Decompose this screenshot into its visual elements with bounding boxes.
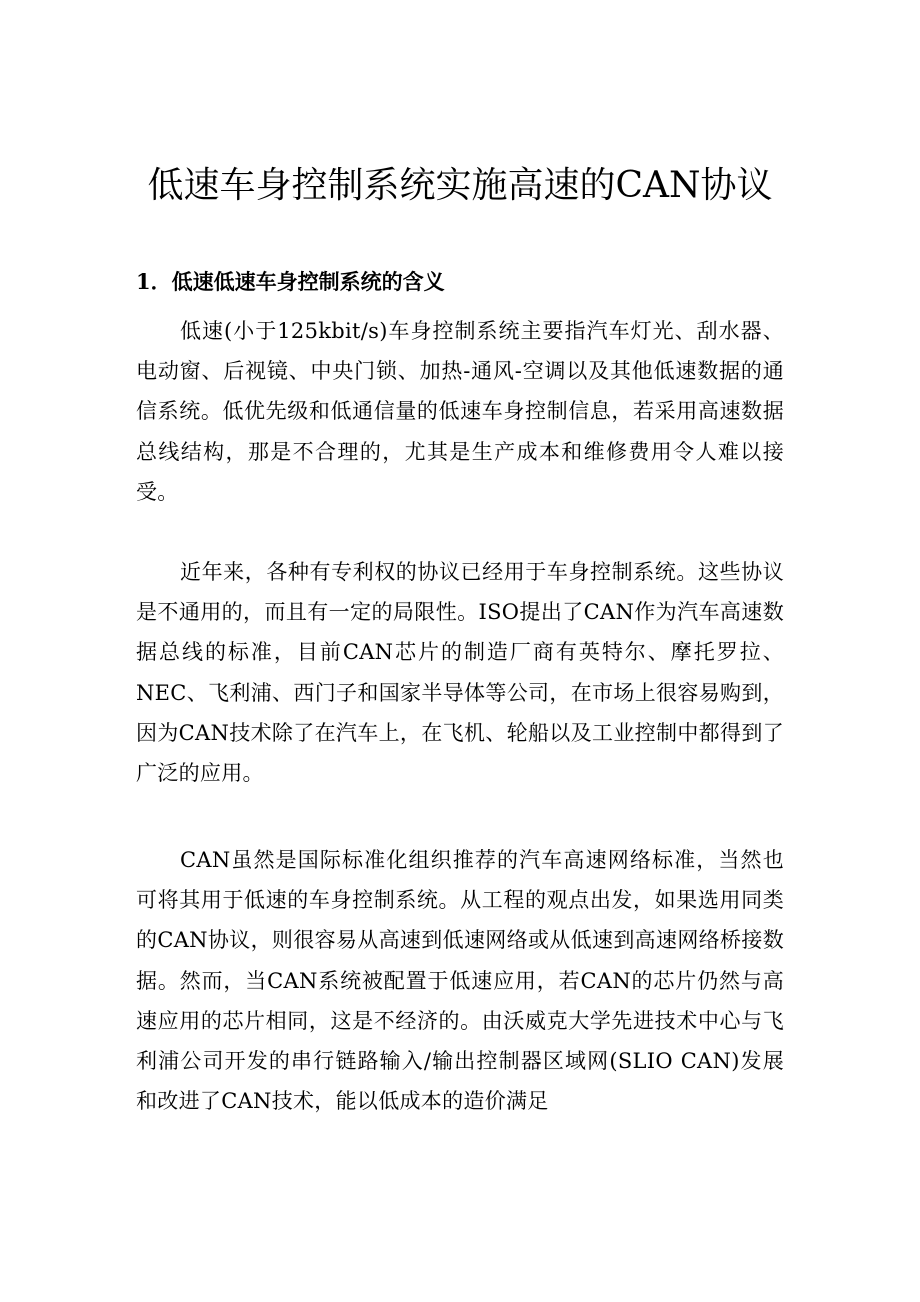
section-heading: 1．低速低速车身控制系统的含义 [136,269,445,294]
paragraph-1: 低速(小于125kbit/s)车身控制系统主要指汽车灯光、刮水器、电动窗、后视镜、中央门锁、加热-通风-空调以及其他低速数据的通信系统。低优先级和低通信量的低速车身控制信息，若采用高速数据总线结构，那是不合理的，尤其是生产成本和维修费用令人难以接受。 [136,319,784,504]
document-title: 低速车身控制系统实施高速的CAN协议 [147,165,773,206]
paragraph-3: CAN虽然是国际标准化组织推荐的汽车高速网络标准，当然也可将其用于低速的车身控制系统。从工程的观点出发，如果选用同类的CAN协议，则很容易从高速到低速网络或从低速到高速网络桥接数据。然而，当CAN系统被配置于低速应用，若CAN的芯片仍然与高速应用的芯片相同，这是不经济的。由沃威克大学先进技术中心与飞利浦公司开发的串行链路输入/输出控制器区域网(SLIO CAN)发展和改进了CAN技术，能以低成本的造价满足 [136,848,784,1114]
paragraph-2: 近年来，各种有专利权的协议已经用于车身控制系统。这些协议是不通用的，而且有一定的局限性。ISO提出了CAN作为汽车高速数据总线的标准，目前CAN芯片的制造厂商有英特尔、摩托罗拉、NEC、飞利浦、西门子和国家半导体等公司，在市场上很容易购到，因为CAN技术除了在汽车上，在飞机、轮船以及工业控制中都得到了广泛的应用。 [136,560,784,786]
